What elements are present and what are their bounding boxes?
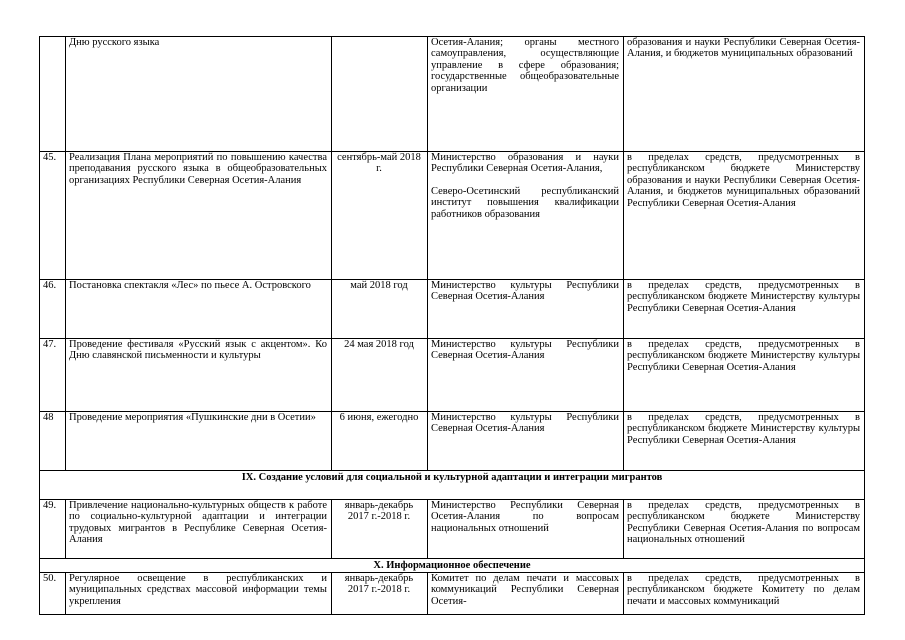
event-cell: Привлечение национально-культурных обществ к работе по социально-культурной адаптации и интеграции трудовых мигрантов в Республике Северная Осетия-Алания [66, 500, 332, 559]
event-cell: Постановка спектакля «Лес» по пьесе А. Островского [66, 280, 332, 339]
term-cell: январь-декабрь 2017 г.-2018 г. [332, 573, 428, 615]
event-cell: Дню русского языка [66, 37, 332, 152]
table-row [40, 152, 865, 280]
event-cell: Проведение мероприятия «Пушкинские дни в Осетии» [66, 412, 332, 471]
executor-text: Северо-Осетинский республиканский институт повышения квалификации работников образования [431, 185, 619, 220]
term-cell: январь-декабрь 2017 г.-2018 г. [332, 500, 428, 559]
executors-cell [428, 37, 624, 152]
executors-cell [428, 500, 624, 559]
event-cell: Проведение фестиваля «Русский язык с акцентом». Ко Дню славянской письменности и культуры [66, 339, 332, 412]
section-heading: IX. Создание условий для социальной и культурной адаптации и интеграции мигрантов [40, 471, 865, 500]
row-number: 47. [40, 339, 66, 412]
executors-cell [428, 280, 624, 339]
event-cell: Реализация Плана мероприятий по повышению качества преподавания русского языка в общеобразовательных организациях Республики Северная Осетия-Алания [66, 152, 332, 280]
executors-cell [428, 152, 624, 280]
row-number: 50. [40, 573, 66, 615]
funding-cell: в пределах средств, предусмотренных в республиканском бюджете Министерству образования и науки Республики Северная Осетия-Алания, и бюджетов муниципальных образований Республики Северная Осетия-Алания [624, 152, 865, 280]
executors-cell [428, 573, 624, 615]
section-heading-row [40, 559, 865, 573]
term-cell: май 2018 год [332, 280, 428, 339]
funding-cell: образования и науки Республики Северная Осетия-Алания, и бюджетов муниципальных образований [624, 37, 865, 152]
section-heading-row [40, 471, 865, 500]
table-row [40, 573, 865, 615]
funding-cell: в пределах средств, предусмотренных в республиканском бюджете Министерству Республики Северная Осетия-Алания по вопросам национальных отношений [624, 500, 865, 559]
term-cell [332, 37, 428, 152]
funding-cell: в пределах средств, предусмотренных в республиканском бюджете Министерству культуры Республики Северная Осетия-Алания [624, 339, 865, 412]
row-number: 48 [40, 412, 66, 471]
row-number: 45. [40, 152, 66, 280]
executor-text: Министерство культуры Республики Северная Осетия-Алания [431, 339, 619, 362]
executor-text: Осетия-Алания; органы местного самоуправления, осуществляющие управление в сфере образования; государственные общеобразовательные организации [431, 37, 619, 94]
executor-text: Министерство Республики Северная Осетия-Алания по вопросам национальных отношений [431, 500, 619, 534]
table-row [40, 339, 865, 412]
row-number: 46. [40, 280, 66, 339]
table-row [40, 500, 865, 559]
row-number: 49. [40, 500, 66, 559]
executor-text: Министерство образования и науки Республики Северная Осетия-Алания, [431, 152, 619, 175]
table-row [40, 280, 865, 339]
row-number [40, 37, 66, 152]
term-cell: 24 мая 2018 год [332, 339, 428, 412]
term-cell: 6 июня, ежегодно [332, 412, 428, 471]
table-row [40, 37, 865, 152]
section-heading: X. Информационное обеспечение [40, 559, 865, 573]
executors-cell [428, 339, 624, 412]
plan-table [39, 36, 865, 615]
executors-cell [428, 412, 624, 471]
executor-text: Министерство культуры Республики Северная Осетия-Алания [431, 280, 619, 303]
funding-cell: в пределах средств, предусмотренных в республиканском бюджете Комитету по делам печати и массовых коммуникаций [624, 573, 865, 615]
event-cell: Регулярное освещение в республиканских и муниципальных средствах массовой информации темы укрепления [66, 573, 332, 615]
executor-text: Министерство культуры Республики Северная Осетия-Алания [431, 412, 619, 435]
funding-cell: в пределах средств, предусмотренных в республиканском бюджете Министерству культуры Республики Северная Осетия-Алания [624, 280, 865, 339]
funding-cell: в пределах средств, предусмотренных в республиканском бюджете Министерству культуры Республики Северная Осетия-Алания [624, 412, 865, 471]
term-cell: сентябрь-май 2018 г. [332, 152, 428, 280]
executor-text: Комитет по делам печати и массовых коммуникаций Республики Северная Осетия- [431, 573, 619, 607]
table-row [40, 412, 865, 471]
